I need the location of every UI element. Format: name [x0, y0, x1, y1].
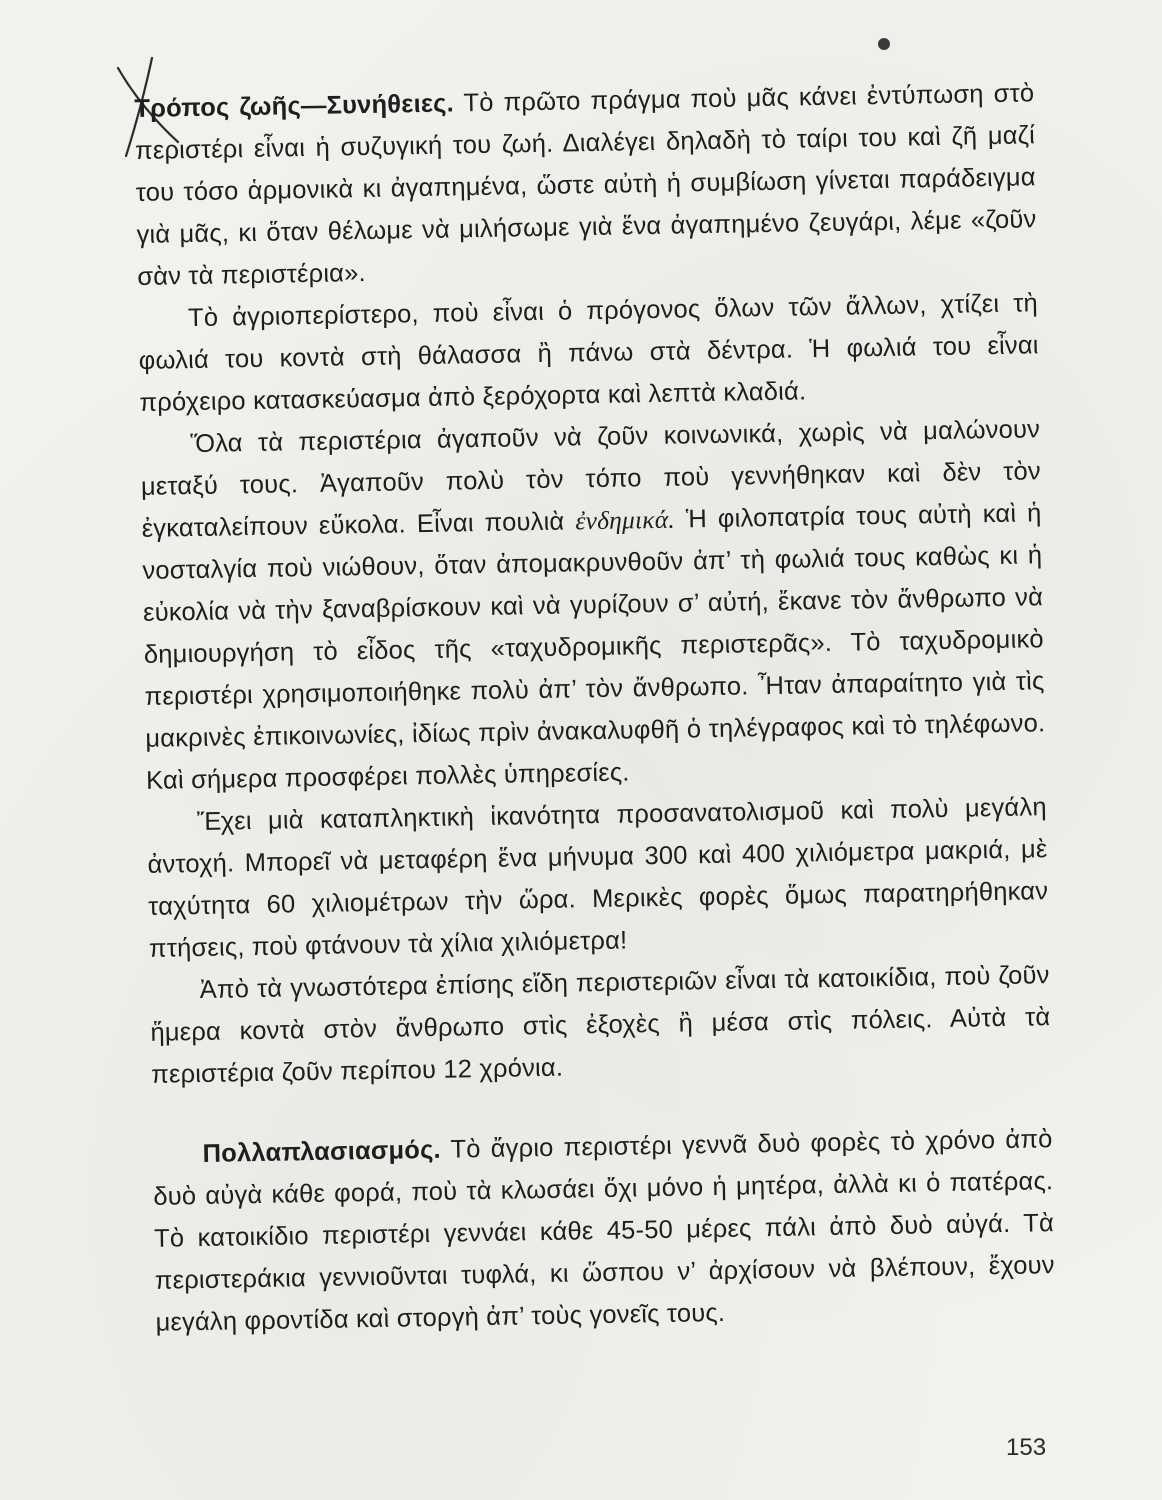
paragraph-reproduction	[152, 1118, 1056, 1344]
italic-term: ἐνδημικά.	[575, 504, 676, 536]
paragraph-text: Τὸ ἄγριο περιστέρι γεννᾶ δυὸ φορὲς τὸ χρόνο ἀπὸ δυὸ αὐγὰ κάθε φορά, ποὺ τὰ κλωσάει ὄχι μόνο ἡ μητέρα, ἀλλὰ κι ὁ πατέρας. Τὸ κατοικίδιο περιστέρι γεννάει κάθε 45-50 μέρες πάλι ἀπὸ δυὸ αὐγά. Τὰ περιστεράκια γεννιοῦνται τυφλά, κι ὥσπου ν’ ἀρχίσουν νὰ βλέπουν, ἔχουν μεγάλη φροντίδα καὶ στοργὴ ἀπ’ τοὺς γονεῖς τους.	[153, 1125, 1055, 1337]
page-text	[134, 72, 1056, 1344]
paragraph-domestic-pigeons: Ἀπὸ τὰ γνωστότερα ἐπίσης εἴδη περιστεριῶν εἶναι τὰ κατοικίδια, ποὺ ζοῦν ἥμερα κοντὰ στὸν ἄνθρωπο στὶς ἐξοχὲς ἢ μέσα στὶς πόλεις. Αὐτὰ τὰ περιστέρια ζοῦν περίπου 12 χρόνια.	[150, 961, 1051, 1089]
paragraph-social-life	[140, 408, 1046, 802]
page-number: 153	[1006, 1434, 1047, 1461]
ink-dot-icon	[878, 38, 890, 50]
paragraph-text: Τὸ πρῶτο πράγμα ποὺ μᾶς κάνει ἐντύπωση στὸ περιστέρι εἶναι ἡ συζυγική του ζωή. Διαλέγει δηλαδὴ τὸ ταίρι του καὶ ζῆ μαζί του τόσο ἁρμονικὰ κι ἀγαπημένα, ὥστε αὐτὴ ἡ συμβίωση γίνεται παράδειγμα γιὰ μᾶς, κι ὅταν θέλωμε νὰ μιλήσωμε γιὰ ἕνα ἀγαπημένο ζευγάρι, λέμε «ζοῦν σὰν τὰ περιστέρια».	[134, 79, 1037, 291]
paragraph-wild-pigeon: Τὸ ἀγριοπερίστερο, ποὺ εἶναι ὁ πρόγονος ὅλων τῶν ἄλλων, χτίζει τὴ φωλιά του κοντὰ στὴ θάλασσα ἢ πάνω στὰ δέντρα. Ἡ φωλιά του εἶναι πρόχειρο κατασκεύασμα ἀπὸ ξερόχορτα καὶ λεπτὰ κλαδιά.	[138, 289, 1039, 417]
paragraph-text: Ἡ φιλοπατρία τους αὐτὴ καὶ ἡ νοσταλγία ποὺ νιώθουν, ὅταν ἀπομακρυνθοῦν ἀπ’ τὴ φωλιά τους καθὼς κι ἡ εὐκολία νὰ τὴν ξαναβρίσκουν καὶ νὰ γυρίζουν σ’ αὐτή, ἔκανε τὸν ἄνθρωπο νὰ δημιουργήση τὸ εἶδος τῆς «ταχυδρομικῆς περιστερᾶς». Τὸ ταχυδρομικὸ περιστέρι χρησιμοποιήθηκε πολὺ ἀπ’ τὸν ἄνθρωπο. Ἦταν ἀπαραίτητο γιὰ τὶς μακρινὲς ἐπικοινωνίες, ἰδίως πρὶν ἀνακαλυφθῆ ὁ τηλέγραφος καὶ τὸ τηλέφωνο. Καὶ σήμερα προσφέρει πολλὲς ὑπηρεσίες.	[142, 499, 1046, 795]
paragraph-orientation: Ἔχει μιὰ καταπληκτικὴ ἱκανότητα προσανατολισμοῦ καὶ πολὺ μεγάλη ἀντοχή. Μπορεῖ νὰ μεταφέρη ἕνα μήνυμα 300 καὶ 400 χιλιόμετρα μακριά, μὲ ταχύτητα 60 χιλιομέτρων τὴν ὥρα. Μερικὲς φορὲς ὅμως παρατηρήθηκαν πτήσεις, ποὺ φτάνουν τὰ χίλια χιλιόμετρα!	[147, 793, 1049, 963]
section-heading-reproduction: Πολλαπλασιασμός.	[202, 1135, 442, 1168]
section-heading-lifestyle: Τρόπος ζωῆς—Συνήθειες.	[134, 89, 455, 123]
paragraph-text: Ὅλα τὰ περιστέρια ἀγαποῦν νὰ ζοῦν κοινωνικά, χωρὶς νὰ μαλώνουν μεταξύ τους. Ἀγαποῦν πολὺ τὸν τόπο ποὺ γεννήθηκαν καὶ δὲν τὸν ἐγκαταλείπουν εὔκολα. Εἶναι πουλιὰ	[140, 415, 1042, 543]
paragraph-habits-intro	[134, 72, 1038, 298]
